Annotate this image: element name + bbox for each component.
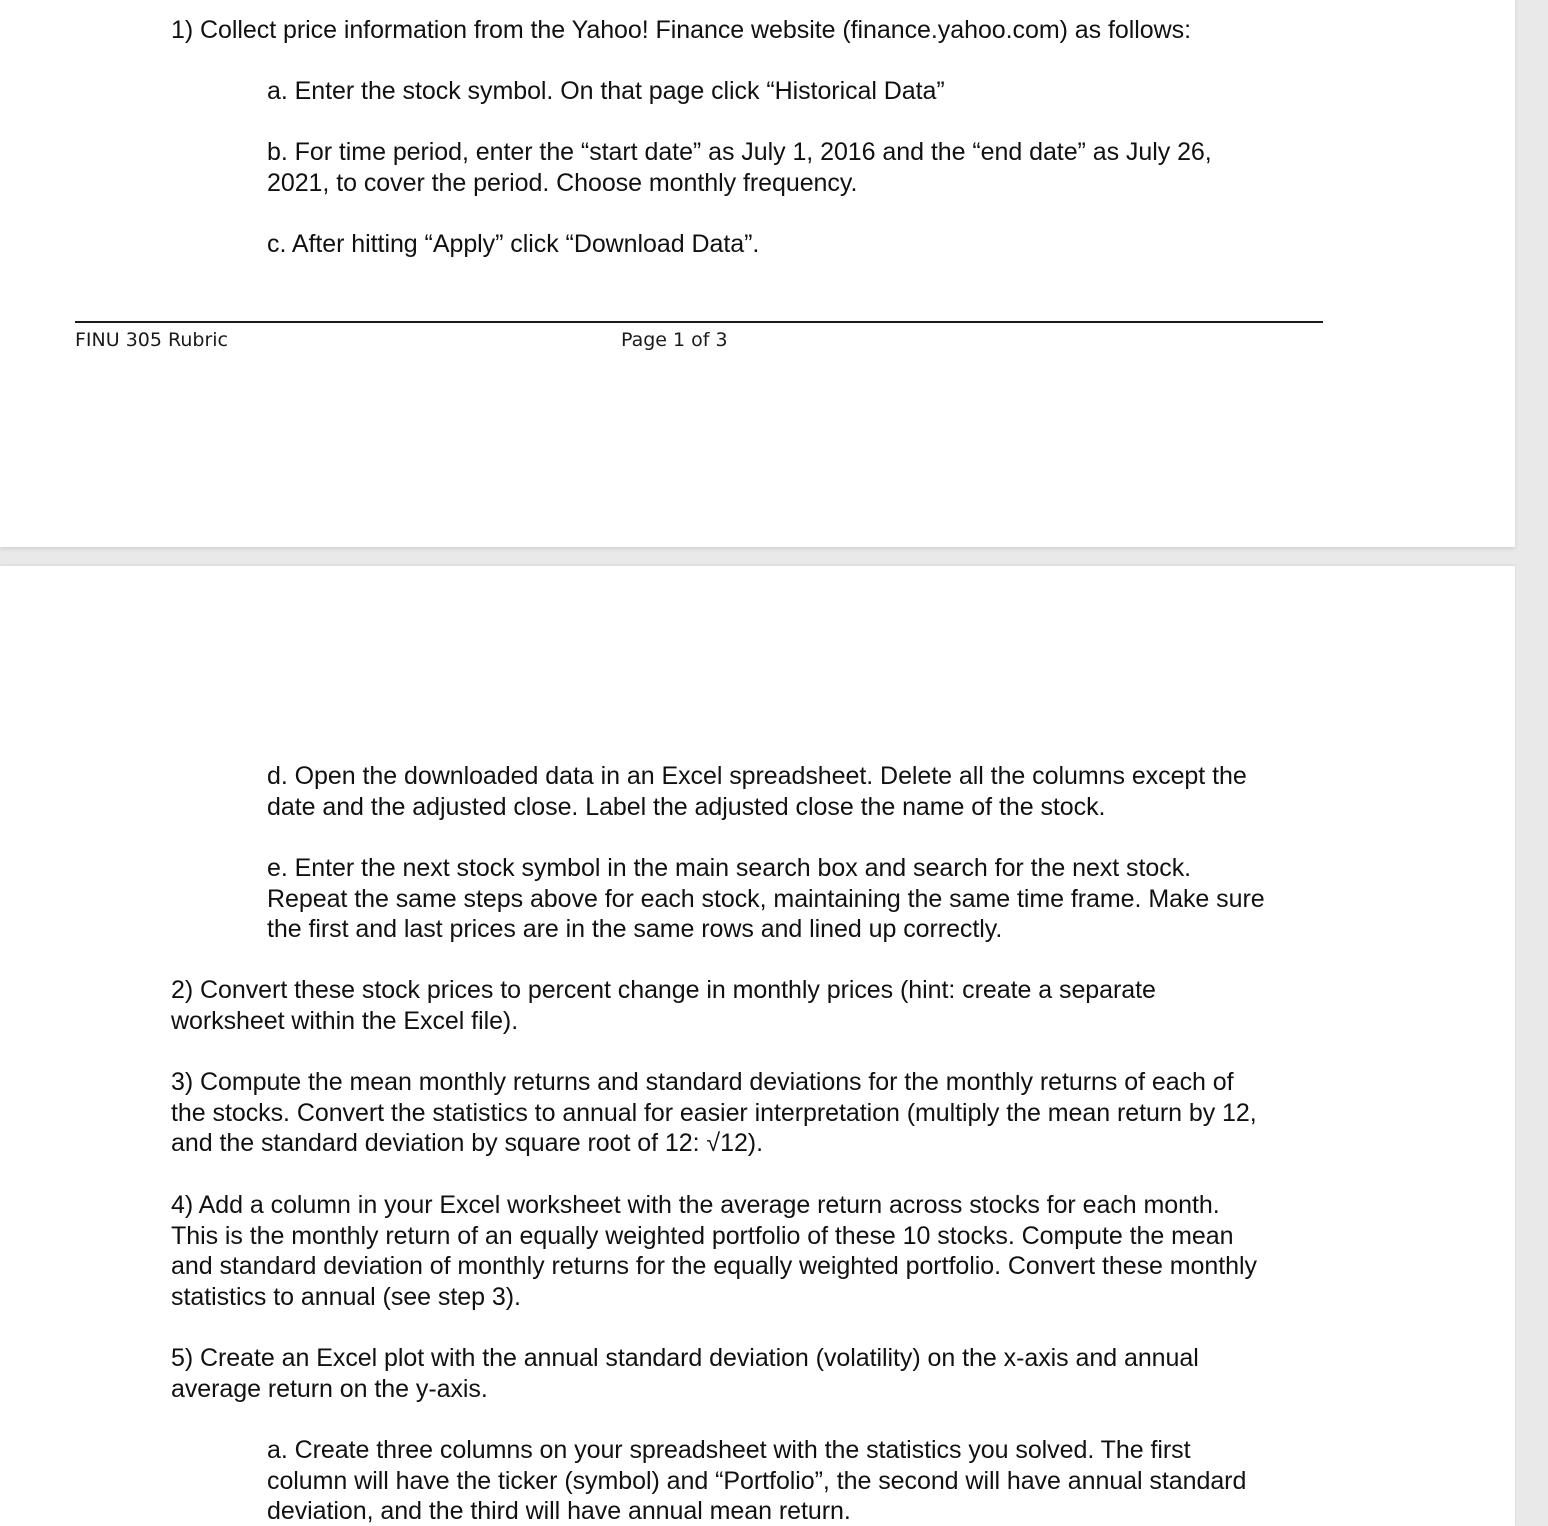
step-1c-text: c. After hitting “Apply” click “Download Data”. [267, 230, 760, 258]
document-page-2 [0, 566, 1515, 1526]
footer-course-title: FINU 305 Rubric [75, 329, 228, 351]
step-1a-text: a. Enter the stock symbol. On that page click “Historical Data” [267, 77, 945, 105]
step-3-text: 3) Compute the mean monthly returns and standard deviations for the monthly returns of each of the stocks. Convert the statistics to annual for easier interpretation (multiply the mean return by 12, and the standard deviation by square root of 12: √12). [171, 1068, 1257, 1158]
step-1-text: 1) Collect price information from the Yahoo! Finance website (finance.yahoo.com) as follows: [171, 16, 1191, 44]
step-4-text: 4) Add a column in your Excel worksheet with the average return across stocks for each month. This is the monthly return of an equally weighted portfolio of these 10 stocks. Compute the mean and standard deviation of monthly returns for the equally weighted portfolio. Convert these monthly statistics to annual (see step 3). [171, 1191, 1257, 1311]
step-5-text: 5) Create an Excel plot with the annual standard deviation (volatility) on the x-axis and annual average return on the y-axis. [171, 1344, 1199, 1403]
document-page-1 [0, 0, 1515, 547]
step-5a-text: a. Create three columns on your spreadsheet with the statistics you solved. The first column will have the ticker (symbol) and “Portfolio”, the second will have annual standard deviation, and the third will have annual mean return. [267, 1436, 1247, 1526]
footer-divider [75, 321, 1323, 323]
step-1b-text: b. For time period, enter the “start date” as July 1, 2016 and the “end date” as July 26, 2021, to cover the period. Choose monthly frequency. [267, 138, 1212, 197]
step-2-text: 2) Convert these stock prices to percent change in monthly prices (hint: create a separate worksheet within the Excel file). [171, 976, 1156, 1035]
step-1e-text: e. Enter the next stock symbol in the main search box and search for the next stock. Repeat the same steps above for each stock, maintaining the same time frame. Make sure the first and last prices are in the same rows and lined up correctly. [267, 854, 1265, 944]
footer-page-number: Page 1 of 3 [621, 329, 728, 351]
step-1d-text: d. Open the downloaded data in an Excel spreadsheet. Delete all the columns except the date and the adjusted close. Label the adjusted close the name of the stock. [267, 762, 1247, 821]
